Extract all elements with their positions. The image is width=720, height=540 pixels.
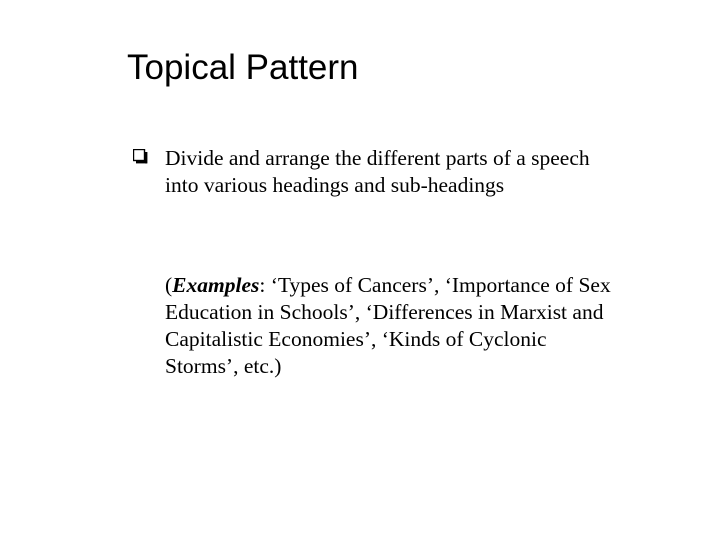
bullet-point-text: Divide and arrange the different parts of a speech into various headings and sub-headings	[165, 146, 590, 197]
examples-label: Examples	[172, 273, 260, 297]
examples-paragraph	[165, 272, 625, 380]
square-bullet-icon	[133, 149, 148, 164]
examples-list-text: : ‘Types of Cancers’, ‘Importance of Sex Education in Schools’, ‘Differences in Marxist and Capitalistic Economies’, ‘Kinds of Cyclonic Storms’, etc.)	[165, 273, 611, 378]
slide-title: Topical Pattern	[127, 48, 359, 87]
examples-open-paren: (	[165, 273, 173, 297]
